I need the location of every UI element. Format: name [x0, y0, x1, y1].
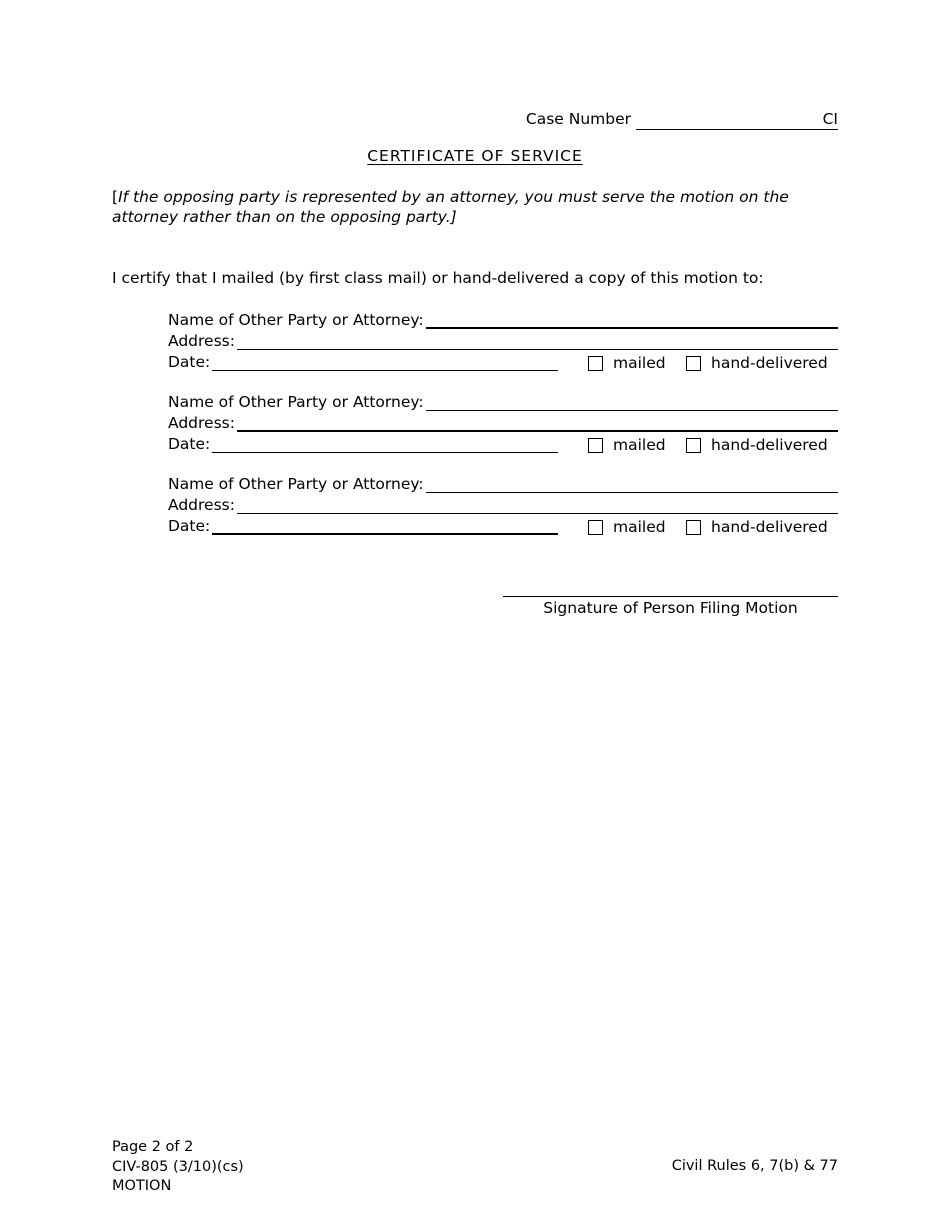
hand-delivered-checkbox[interactable] [686, 353, 828, 374]
name-label: Name of Other Party or Attorney: [168, 393, 424, 411]
name-label: Name of Other Party or Attorney: [168, 475, 424, 493]
service-entry [168, 392, 838, 455]
form-code: CIV-805 (3/10)(cs) [112, 1158, 244, 1175]
address-label: Address: [168, 414, 235, 432]
date-row [168, 434, 838, 455]
checkbox-box[interactable] [588, 356, 603, 371]
signature-line[interactable] [503, 596, 838, 597]
form-name: MOTION [112, 1178, 172, 1194]
hand-delivered-label: hand-delivered [711, 518, 828, 536]
checkbox-box[interactable] [588, 438, 603, 453]
footer-left [112, 1138, 244, 1197]
date-row [168, 516, 838, 537]
page-title: CERTIFICATE OF SERVICE [367, 147, 583, 165]
case-number-suffix: CI [822, 110, 838, 128]
service-entry [168, 474, 838, 537]
mailed-label: mailed [613, 354, 666, 372]
case-number-field[interactable] [636, 110, 838, 130]
name-field[interactable] [418, 492, 838, 493]
checkbox-box[interactable] [686, 356, 701, 371]
certify-statement: I certify that I mailed (by first class mail) or hand-delivered a copy of this motion to: [112, 269, 764, 287]
case-number [526, 110, 838, 130]
name-row [168, 392, 838, 413]
date-field[interactable] [208, 452, 558, 453]
mailed-label: mailed [613, 518, 666, 536]
instruction-text [112, 187, 802, 227]
name-label: Name of Other Party or Attorney: [168, 311, 424, 329]
name-row [168, 474, 838, 495]
address-row [168, 413, 838, 434]
name-field[interactable] [418, 327, 838, 329]
date-field[interactable] [208, 533, 558, 535]
name-row [168, 310, 838, 331]
checkbox-box[interactable] [588, 520, 603, 535]
hand-delivered-checkbox[interactable] [686, 517, 828, 538]
date-label: Date: [168, 435, 211, 453]
hand-delivered-label: hand-delivered [711, 354, 828, 372]
mailed-label: mailed [613, 436, 666, 454]
page-number: Page 2 of 2 [112, 1139, 194, 1155]
address-label: Address: [168, 496, 235, 514]
signature-label: Signature of Person Filing Motion [543, 599, 798, 617]
address-row [168, 495, 838, 516]
date-row [168, 352, 838, 373]
address-field[interactable] [232, 349, 838, 350]
date-label: Date: [168, 353, 211, 371]
instruction-italic: If the opposing party is represented by an attorney, you must serve the motion on the attorney rather than on the opposing party.] [112, 188, 789, 226]
hand-delivered-label: hand-delivered [711, 436, 828, 454]
address-label: Address: [168, 332, 235, 350]
mailed-checkbox[interactable] [588, 517, 666, 538]
address-row [168, 331, 838, 352]
address-field[interactable] [232, 430, 838, 432]
name-field[interactable] [418, 410, 838, 411]
civil-rules: Civil Rules 6, 7(b) & 77 [671, 1158, 838, 1174]
hand-delivered-checkbox[interactable] [686, 435, 828, 456]
address-field[interactable] [232, 513, 838, 514]
instruction-open-bracket: [ [112, 188, 119, 206]
checkbox-box[interactable] [686, 520, 701, 535]
mailed-checkbox[interactable] [588, 435, 666, 456]
service-entry [168, 310, 838, 373]
checkbox-box[interactable] [686, 438, 701, 453]
mailed-checkbox[interactable] [588, 353, 666, 374]
case-number-label: Case Number [525, 110, 631, 128]
date-field[interactable] [208, 370, 558, 371]
date-label: Date: [168, 517, 211, 535]
